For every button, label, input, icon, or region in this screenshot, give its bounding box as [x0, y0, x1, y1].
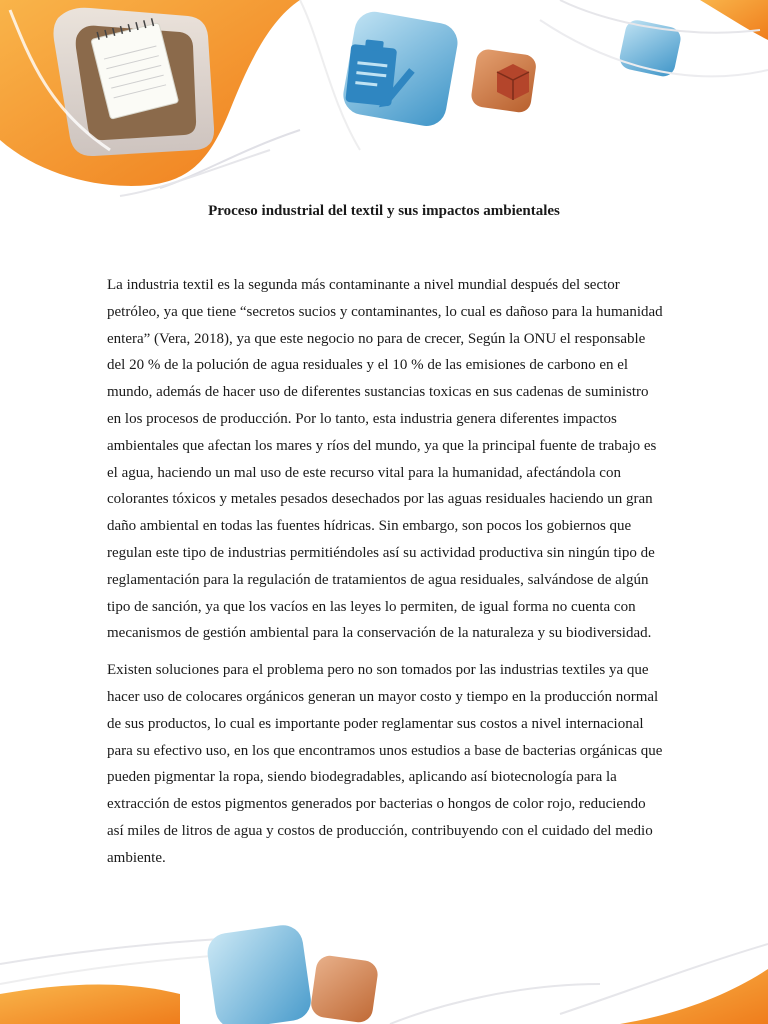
paragraph-2: Existen soluciones para el problema pero no son tomados por las industrias textiles ya que hacer uso de colocares orgánicos generan un mayor costo y tiempo en la producción normal de sus productos, lo cual es importante poder reglamentar sus costos a nivel internacional para su efectivo uso, en los que encontramos unos estudios a base de bacterias orgánicas que pueden pigmentar la ropa, siendo biodegradables, aplicando así biotecnología para la extracción de estos pigmentos generados por bacterias o hongos de color rojo, reduciendo así miles de litros de agua y costos de producción, contribuyendo con el cuidado del medio ambiente.	[107, 662, 663, 866]
blue-tile-bottom	[205, 923, 313, 1024]
orange-shape-bottom-left	[0, 985, 180, 1024]
footer-decoration	[0, 914, 768, 1024]
page-title: Proceso industrial del textil y sus impactos ambientales	[208, 203, 560, 219]
paragraph-1: La industria textil es la segunda más contaminante a nivel mundial después del sector petróleo, ya que tiene “secretos sucios y contaminantes, lo cual es dañoso para la humanidad entera” (Vera, 2018), ya que este negocio no para de crecer, Según la ONU el responsable del 20 % de la polución de agua residuales y el 10 % de las emisiones de carbono en el mundo, además de hacer uso de diferentes sustancias toxicas en sus cadenas de suministro en los procesos de producción. Por lo tanto, esta industria genera diferentes impactos ambientales que afectan los mares y ríos del mundo, ya que la principal fuente de trabajo es el agua, haciendo un mal uso de este recurso vital para la humanidad, afectándola con colorantes tóxicos y metales pesados desechados por las aguas residuales haciendo un gran daño ambiental en todas las fuentes hídricas. Sin embargo, son pocos los gobiernos que regulan este tipo de industrias permitiéndoles así su actividad productiva sin ningún tipo de reglamentación para la regulación de tratamientos de agua residuales, salvándose de algún tipo de sanción, ya que los vacíos en las leyes lo permiten, de igual forma no cuenta con mecanismos de gestión ambiental para la conservación de la naturaleza y su biodiversidad.	[107, 277, 663, 642]
header-decoration	[0, 0, 768, 200]
brown-tile-bottom	[309, 954, 379, 1024]
document-body	[107, 272, 663, 882]
orange-corner-right	[700, 0, 768, 40]
orange-shape-bottom-right	[620, 969, 768, 1024]
